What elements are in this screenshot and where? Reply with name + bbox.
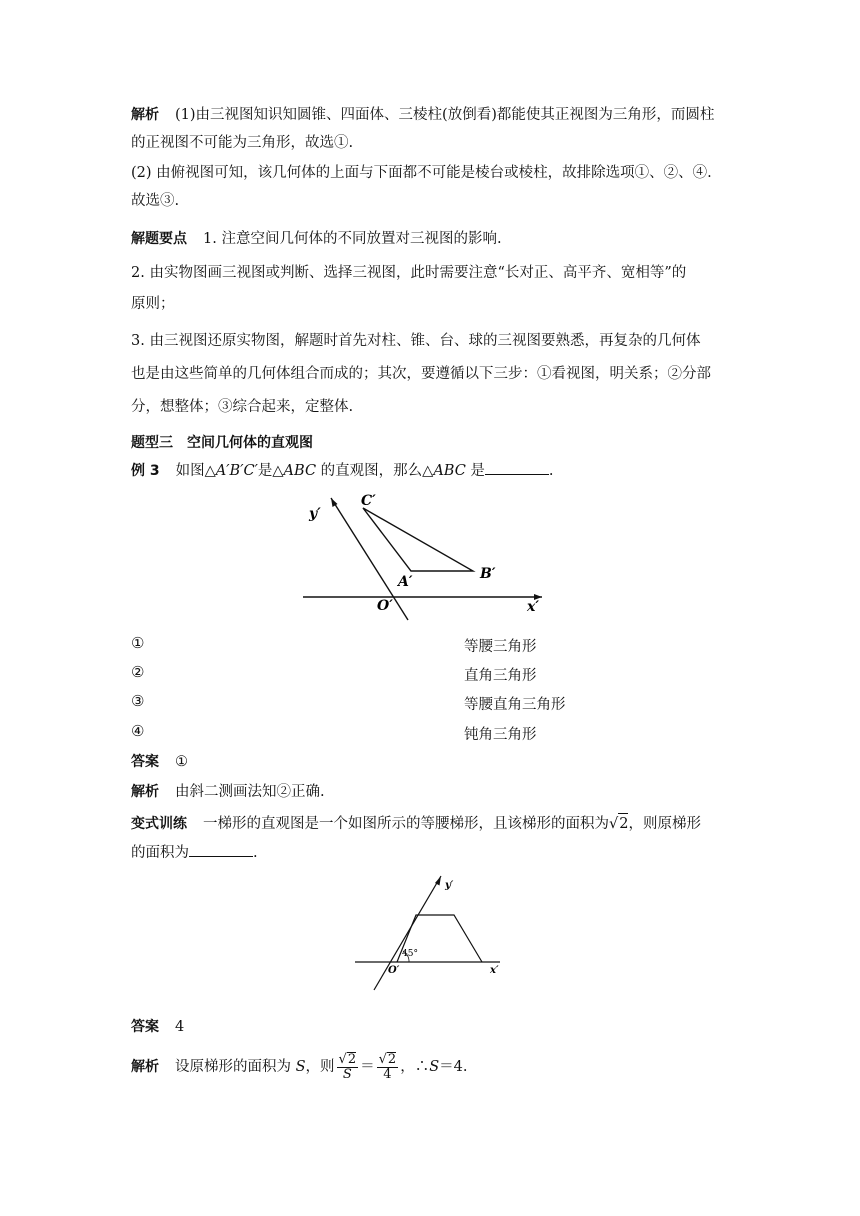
label-x: x′: [527, 599, 540, 615]
option-2-text: 直角三角形: [464, 668, 537, 684]
equals-sign: ＝: [360, 1059, 375, 1075]
fraction-2-numerator: √2: [378, 1052, 397, 1067]
analysis-2-label: 解析: [131, 784, 159, 800]
keypoint-1: 1. 注意空间几何体的不同放置对三视图的影响.: [203, 231, 502, 247]
variant-text-a: 一梯形的直观图是一个如图所示的等腰梯形，且该梯形的面积为: [203, 816, 609, 832]
label-y: y′: [309, 506, 321, 522]
answer-value: ①: [175, 754, 188, 770]
answer-1: [131, 752, 731, 772]
variant-end: .: [253, 845, 258, 861]
variant-line-2: [131, 842, 731, 863]
keypoint-2-line-1: 2. 由实物图画三视图或判断、选择三视图，此时需要注意“长对正、高平齐、宽相等”的: [131, 265, 687, 281]
variant-label: 变式训练: [131, 816, 187, 832]
answer-label: 答案: [131, 754, 159, 770]
option-1-number: ①: [131, 634, 145, 652]
analysis-label: 解析: [131, 107, 159, 123]
analysis-line-1: [131, 105, 731, 125]
keypoint-3-line-3: 分，想整体；③综合起来，定整体.: [131, 399, 354, 415]
oblique-trapezoid-figure: [350, 870, 510, 995]
keypoint-2-line-2: 原则；: [131, 296, 175, 312]
analysis-line-2: 的正视图不可能为三角形，故选①.: [131, 135, 354, 151]
fraction-2-sqrt: 2: [387, 1052, 397, 1067]
analysis-text: (1)由三视图知识知圆锥、四面体、三棱柱(放倒看)都能使其正视图为三角形，而圆柱: [175, 107, 715, 123]
fraction-2: [377, 1052, 399, 1082]
sqrt-value: 2: [618, 813, 628, 834]
option-4-number: ④: [131, 722, 145, 740]
example-3: [131, 460, 731, 481]
keypoints-label: 解题要点: [131, 231, 187, 247]
analysis-3-text-c: ，∴: [400, 1059, 430, 1075]
analysis-line-3: (2) 由俯视图可知，该几何体的上面与下面都不可能是棱台或棱柱，故排除选项①、②、④.: [131, 165, 712, 181]
example-label: 例 3: [131, 463, 160, 479]
option-2-number: ②: [131, 663, 145, 681]
sqrt-sign: √: [609, 816, 619, 832]
triangle-primed: A′B′C′: [215, 463, 258, 479]
y-axis: [374, 876, 441, 990]
label-c: C′: [361, 493, 376, 509]
analysis-2-text: 由斜二测画法知②正确.: [175, 784, 325, 800]
keypoints-line-1: [131, 229, 731, 249]
triangle-abc-2: ABC: [433, 463, 466, 479]
answer-2-label: 答案: [131, 1019, 159, 1035]
option-3-number: ③: [131, 692, 145, 710]
analysis-3-label: 解析: [131, 1059, 159, 1075]
fraction-1-denominator: S: [342, 1067, 352, 1082]
label-o: O′: [377, 598, 393, 614]
variant-line-2-text: 的面积为: [131, 845, 189, 861]
variant-blank: [189, 842, 253, 857]
analysis-3: [131, 1052, 731, 1082]
option-4-text: 钝角三角形: [464, 727, 537, 743]
triangle-abc: ABC: [283, 463, 317, 479]
example-text-d: 是: [465, 463, 485, 479]
label-x: x′: [490, 965, 499, 976]
label-o: O′: [388, 965, 400, 976]
oblique-triangle-figure: [295, 490, 555, 625]
label-y: y′: [445, 880, 454, 891]
fraction-1-numerator: √2: [338, 1052, 357, 1067]
example-end: .: [548, 463, 554, 479]
variant-line-1: [131, 813, 731, 834]
label-a: A′: [398, 574, 413, 590]
example-text-a: 如图△: [175, 463, 216, 479]
answer-blank: [485, 460, 549, 475]
fraction-1-sqrt: 2: [347, 1052, 357, 1067]
option-3-text: 等腰直角三角形: [464, 697, 566, 713]
example-text-c: 的直观图，那么△: [316, 463, 434, 479]
triangle-shape: [363, 508, 473, 571]
analysis-3-text-a: 设原梯形的面积为: [175, 1059, 296, 1075]
result-value: ＝4.: [439, 1059, 468, 1075]
keypoint-3-line-1: 3. 由三视图还原实物图，解题时首先对柱、锥、台、球的三视图要熟悉，再复杂的几何体: [131, 333, 701, 349]
label-b: B′: [480, 566, 496, 582]
answer-2-value: 4: [175, 1019, 185, 1035]
fraction-1: [337, 1052, 359, 1082]
result-var: S: [429, 1059, 440, 1075]
analysis-2: [131, 782, 731, 802]
area-var: S: [295, 1059, 306, 1075]
example-text-b: 是△: [257, 463, 284, 479]
label-angle: 45°: [402, 949, 418, 959]
fraction-2-denominator: 4: [383, 1067, 392, 1082]
section-title: 题型三 空间几何体的直观图: [131, 435, 313, 451]
answer-2: [131, 1017, 731, 1037]
option-1-text: 等腰三角形: [464, 639, 537, 655]
keypoint-3-line-2: 也是由这些简单的几何体组合而成的；其次，要遵循以下三步：①看视图，明关系；②分部: [131, 366, 711, 382]
analysis-3-text-b: ，则: [305, 1059, 335, 1075]
variant-text-b: ，则原梯形: [628, 816, 701, 832]
analysis-line-4: 故选③.: [131, 193, 180, 209]
